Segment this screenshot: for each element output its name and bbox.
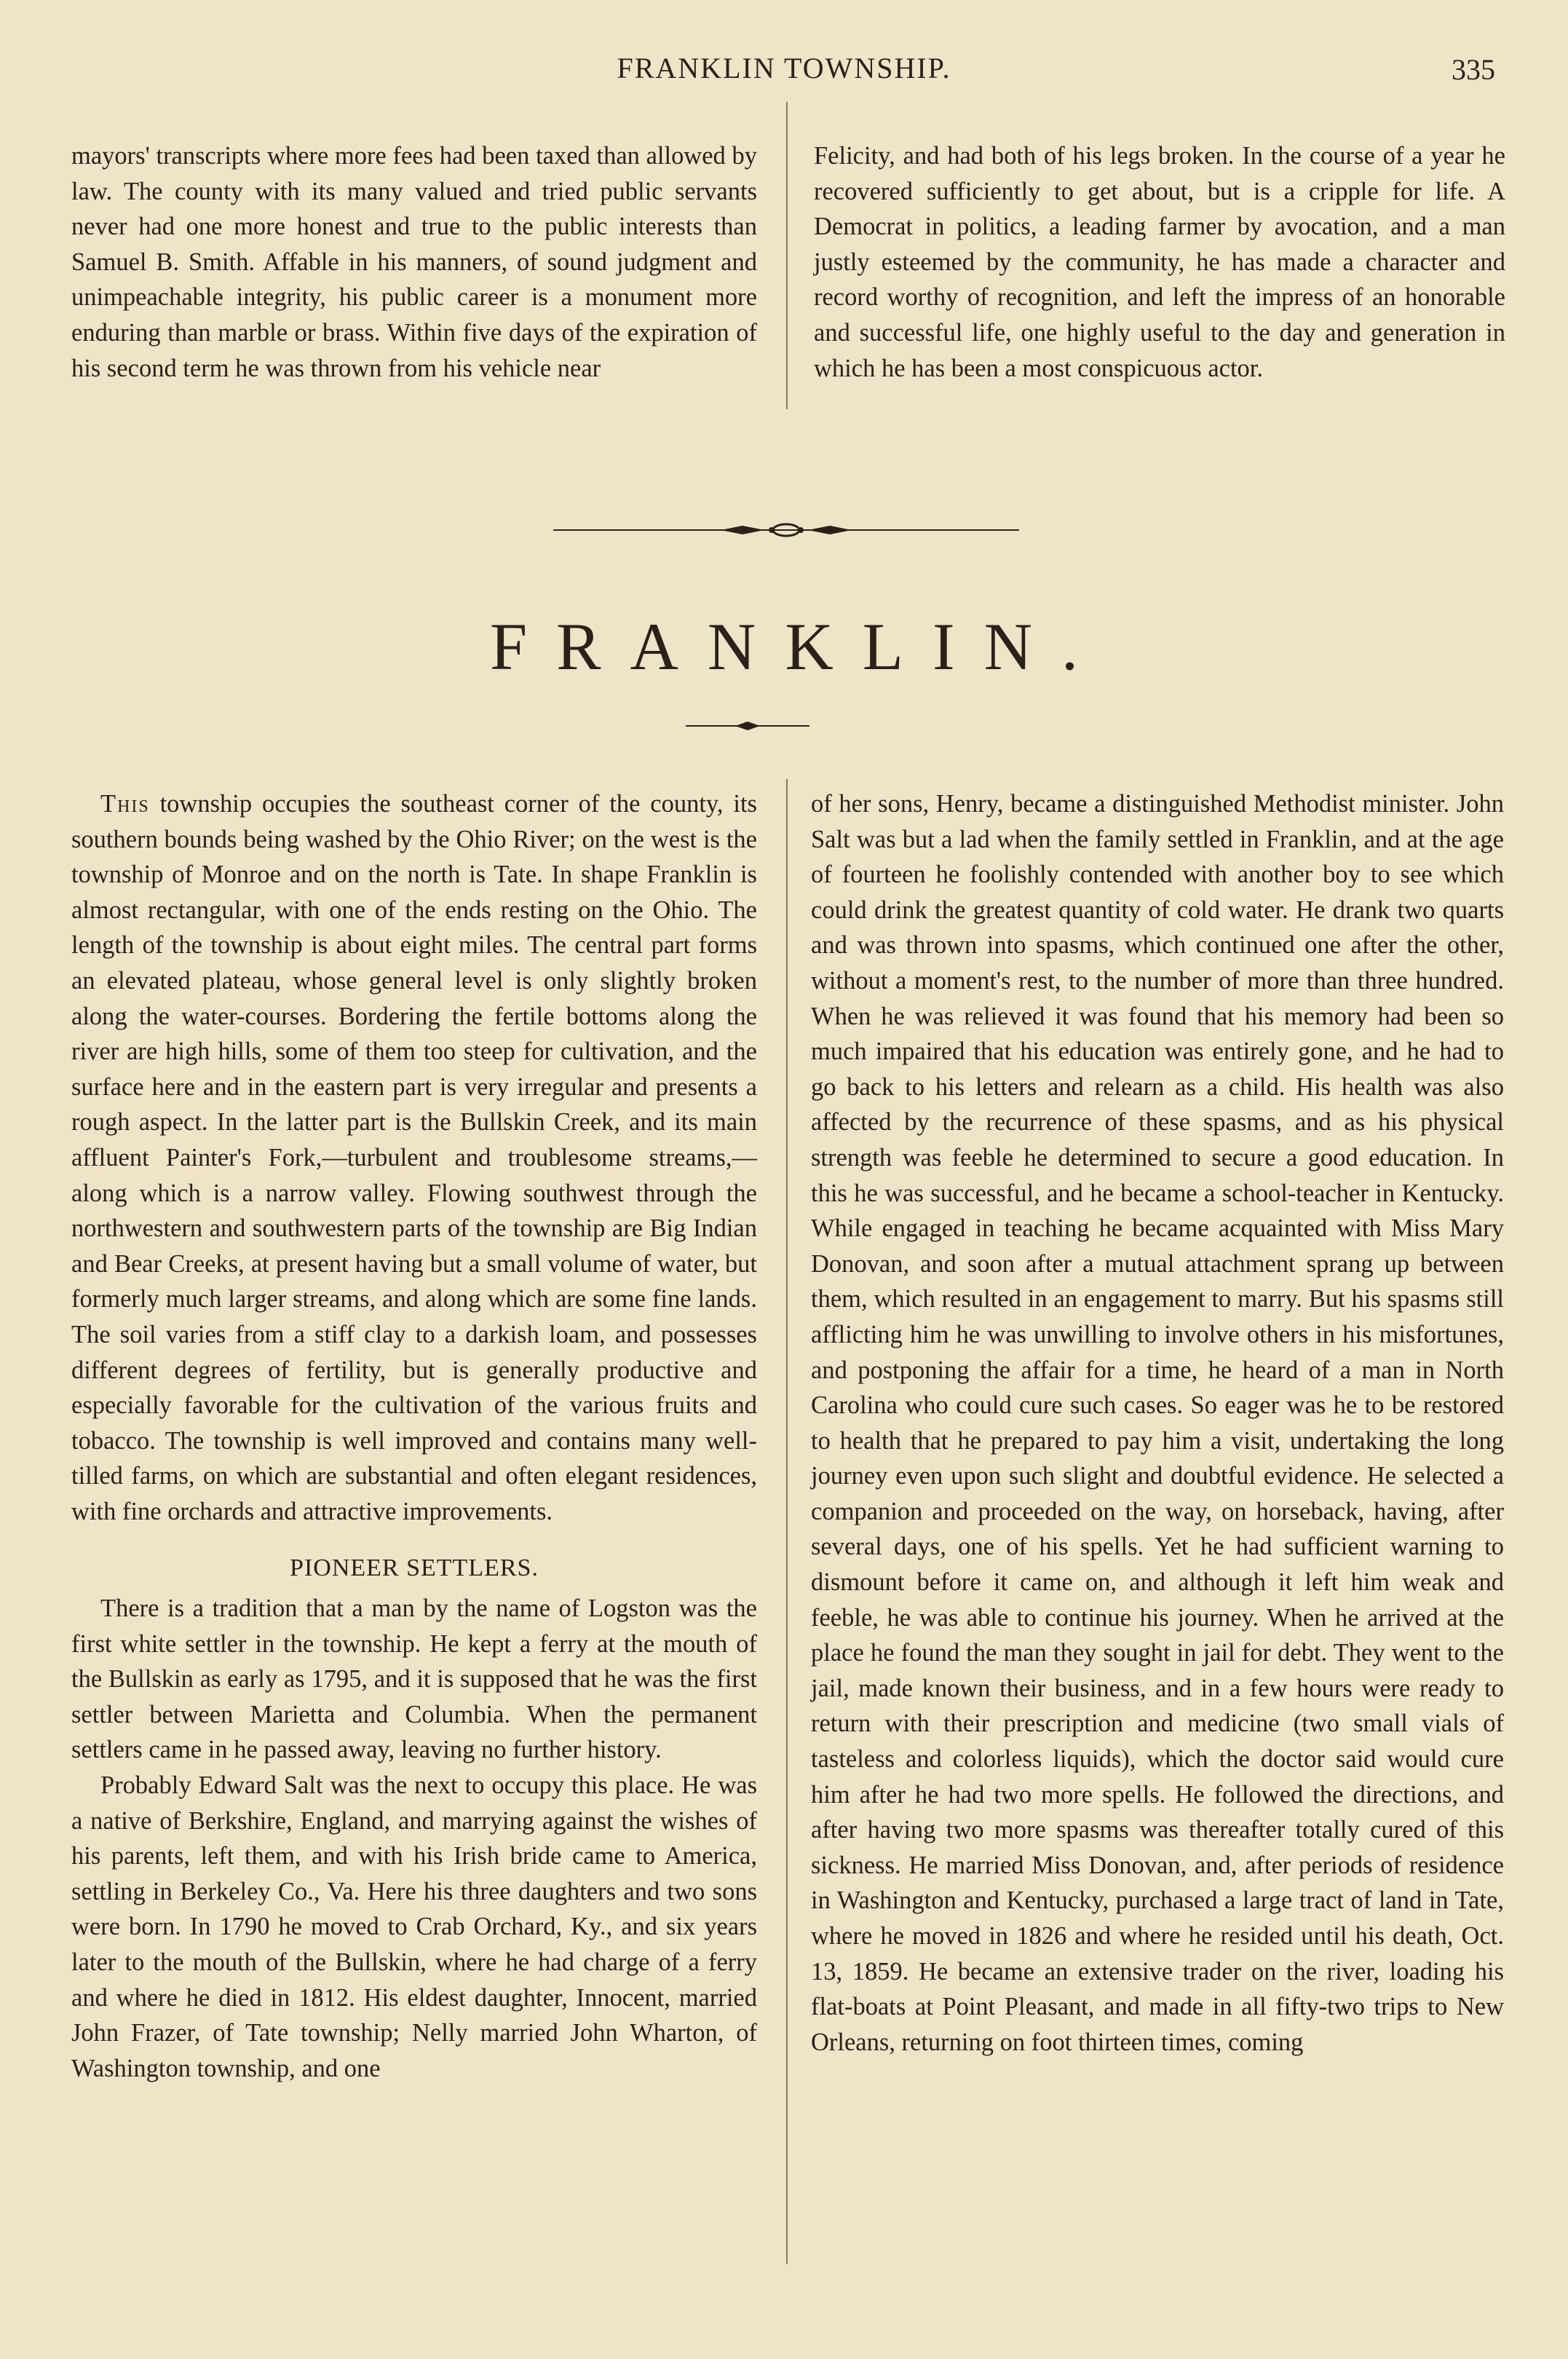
bottom-column-divider (786, 779, 788, 2264)
section-ornament (553, 521, 1019, 539)
intro-paragraph-text: township occupies the southeast corner of the county, its southern bounds being washed by the Ohio River; on the west is the township of Monroe and on the north is Tate. In shape Franklin is almost rectangular, with one of the ends resting on the Ohio. The length of the township is about eight miles. The central part forms an elevated plateau, whose general level is only slightly broken along the water-courses. Bordering the fertile bottoms along the river are high hills, some of them too steep for cultivation, and the surface here and in the eastern part is very irregular and presents a rough aspect. In the latter part is the Bullskin Creek, and its main affluent Painter's Fork,—turbulent and troublesome streams,—along which is a narrow valley. Flowing southwest through the northwestern and southwestern parts of the township are Big Indian and Bear Creeks, at present having but a small volume of water, but formerly much larger streams, and along which are some fine lands. The soil varies from a stiff clay to a darkish loam, and possesses different degrees of fertility, but is generally productive and especially favorable for the cultivation of the various fruits and tobacco. The township is well improved and contains many well-tilled farms, on which are substantial and often elegant residences, with fine orchards and attractive improvements. (71, 790, 757, 1525)
page-number: 335 (1452, 53, 1495, 86)
salt-paragraph: Probably Edward Salt was the next to occupy this place. He was a native of Berkshire, England, and marrying against the wishes of his parents, left them, and with his Irish bride came to America, settling in Berkeley Co., Va. Here his three daughters and two sons were born. In 1790 he moved to Crab Orchard, Ky., and six years later to the mouth of the Bullskin, where he had charge of a ferry and where he died in 1812. His eldest daughter, Innocent, married John Frazer, of Tate township; Nelly married John Wharton, of Washington township, and one (71, 1771, 757, 2082)
bottom-right-paragraph: of her sons, Henry, became a distinguished Methodist minister. John Salt was but a lad when the family settled in Franklin, and at the age of fourteen he foolishly contended with another boy to see which could drink the greatest quantity of cold water. He drank two quarts and was thrown into spasms, which continued one after the other, without a moment's rest, to the number of more than three hundred. When he was relieved it was found that his memory had been so much impaired that his education was entirely gone, and he had to go back to his letters and relearn as a child. His health was also affected by the recurrence of these spasms, and as his physical strength was feeble he determined to secure a good education. In this he was successful, and he became a school-teacher in Kentucky. While engaged in teaching he became acquainted with Miss Mary Donovan, and soon after a mutual attachment sprang up between them, which resulted in an engagement to marry. But his spasms still afflicting him he was unwilling to involve others in his misfortunes, and postponing the affair for a time, he heard of a man in North Carolina who could cure such cases. So eager was he to be restored to health that he prepared to pay him a visit, undertaking the long journey even upon such slight and doubtful evidence. He selected a companion and proceeded on the way, on horseback, having, after several days, one of his spells. Yet he had sufficient warning to dismount before it came on, and although it left him weak and feeble, he was able to continue his journey. When he arrived at the place he found the man they sought in jail for debt. They went to the jail, made known their business, and in a few hours were ready to return with their prescription and medicine (two small vials of tasteless and colorless liquids), which the doctor said would cure him after he had two more spells. He followed the directions, and after having two more spasms was thereafter totally cured of this sickness. He married Miss Donovan, and, after periods of residence in Washington and Kentucky, purchased a large tract of land in Tate, where he moved in 1826 and where he resided until his death, Oct. 13, 1859. He became an extensive trader on the river, loading his flat-boats at Point Pleasant, and made in all fifty-two trips to New Orleans, returning on foot thirteen times, coming (811, 790, 1504, 2056)
pioneer-settlers-heading: PIONEER SETTLERS. (290, 1554, 539, 1582)
intro-paragraph (71, 786, 757, 1529)
running-title: FRANKLIN TOWNSHIP. (617, 52, 951, 84)
top-left-paragraph: mayors' transcripts where more fees had been taxed than allowed by law. The county with its many valued and tried public servants never had one more honest and true to the public interests than Samuel B. Smith. Affable in his manners, of sound judgment and unimpeachable integrity, his public career is a monument more enduring than marble or brass. Within five days of the expiration of his second term he was thrown from his vehicle near (71, 142, 757, 382)
running-head (0, 51, 1568, 109)
top-column-divider (786, 102, 788, 409)
lead-word: This (100, 790, 150, 818)
bottom-left-column (71, 786, 757, 2086)
logston-paragraph: There is a tradition that a man by the name of Logston was the first white settler in the township. He kept a ferry at the mouth of the Bullskin as early as 1795, and it is supposed that he was the first settler between Marietta and Columbia. When the permanent settlers came in he passed away, leaving no further history. (71, 1595, 757, 1764)
section-title: FRANKLIN. (489, 609, 1108, 684)
top-right-column (814, 138, 1505, 386)
top-left-column (71, 138, 757, 386)
top-right-paragraph: Felicity, and had both of his legs broken. In the course of a year he recovered sufficiently to get about, but is a cripple for life. A Democrat in politics, a leading farmer by avocation, and a man justly esteemed by the community, he has made a character and record worthy of recognition, and left the impress of an honorable and successful life, one highly useful to the day and generation in which he has been a most conspicuous actor. (814, 142, 1505, 382)
bottom-right-column (811, 786, 1504, 2060)
title-ornament (686, 719, 809, 732)
